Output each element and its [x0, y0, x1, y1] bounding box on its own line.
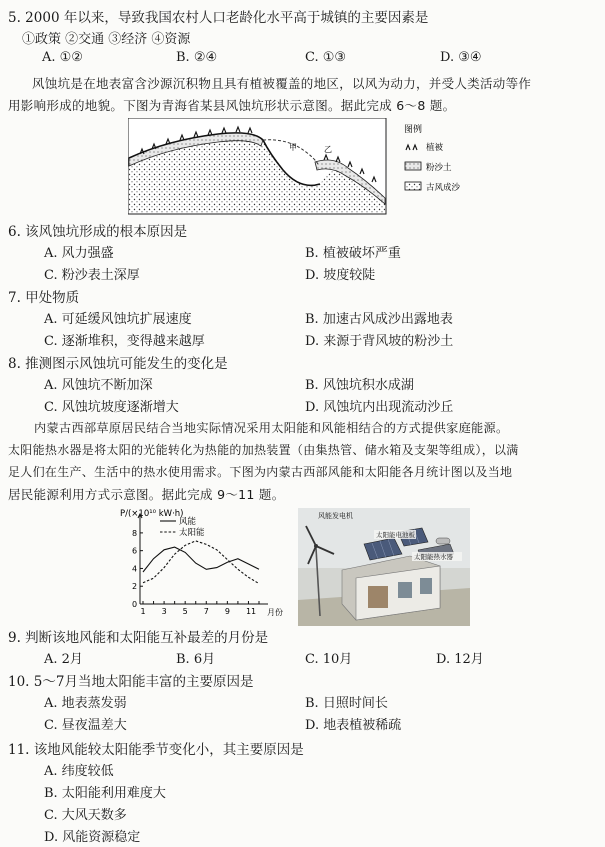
q11-option-b: B. 太阳能利用难度大: [44, 786, 166, 801]
chart-ylabel: P/(×10¹⁰ kW·h): [120, 509, 184, 519]
intro2-line3: 足人们在生产、生活中的热水使用需求。下图为内蒙古西部风能和太阳能各月统计图以及当地: [8, 465, 513, 479]
x-tick-label: 5: [182, 607, 188, 616]
q5-option-d: D. ③④: [440, 50, 482, 65]
series-line-1: [143, 547, 259, 572]
q10-option-c: C. 昼夜温差大: [44, 718, 127, 733]
q8-option-c: C. 风蚀坑坡度逐渐增大: [44, 400, 179, 415]
chart-ticks: [132, 529, 259, 616]
intro1-line2: 用影响形成的地貌。下图为青海省某县风蚀坑形状示意图。据此完成 6～8 题。: [8, 98, 456, 113]
y-tick-label: 4: [132, 564, 138, 574]
q7-option-a: A. 可延缓风蚀坑扩展速度: [44, 312, 192, 327]
intro1-line1: 风蚀坑是在地表富含沙源沉积物且具有植被覆盖的地区，以风为动力，并受人类活动等作: [32, 76, 532, 91]
legend-silt: 粉沙土: [426, 163, 452, 173]
label-solar-heater: 太阳能热水器: [414, 553, 453, 561]
energy-line-chart: [118, 506, 290, 624]
sand-legend-swatch: [405, 182, 421, 190]
q8-option-d: D. 风蚀坑内出现流动沙丘: [305, 400, 454, 415]
legend-label-2: 太阳能: [179, 528, 205, 538]
q6-option-a: A. 风力强盛: [44, 246, 114, 261]
y-tick-label: 0: [132, 600, 138, 609]
x-tick-label: 9: [224, 607, 230, 616]
series-line-2: [143, 541, 259, 584]
energy-illustration: [298, 508, 470, 626]
q10-option-a: A. 地表蒸发弱: [44, 696, 127, 711]
x-tick-label: 1: [140, 607, 146, 616]
q9-option-c: C. 10月: [305, 652, 353, 667]
x-tick-label: 11: [245, 607, 257, 616]
chart-series: [143, 541, 259, 584]
q6-option-c: C. 粉沙表土深厚: [44, 268, 140, 283]
y-tick-label: 6: [132, 546, 138, 556]
q8-stem: 8. 推测图示风蚀坑可能发生的变化是: [8, 356, 228, 372]
q10-option-b: B. 日照时间长: [305, 696, 388, 711]
x-tick-label: 3: [161, 607, 167, 616]
intro2-line1: 内蒙古西部草原居民结合当地实际情况采用太阳能和风能相结合的方式提供家庭能源。: [34, 421, 509, 435]
q11-stem: 11. 该地风能较太阳能季节变化小，其主要原因是: [8, 742, 304, 758]
q5-items: ①政策 ②交通 ③经济 ④资源: [22, 32, 191, 47]
q6-option-b: B. 植被破坏严重: [305, 246, 401, 261]
q9-option-d: D. 12月: [436, 652, 484, 667]
q9-stem: 9. 判断该地风能和太阳能互补最差的月份是: [8, 630, 269, 646]
annotation-jia: 甲: [289, 143, 297, 152]
q11-option-d: D. 风能资源稳定: [44, 830, 141, 845]
q6-option-d: D. 坡度较陡: [305, 268, 376, 283]
annotation-yi: 乙: [324, 145, 332, 154]
q7-option-d: D. 来源于背风坡的粉沙土: [305, 334, 454, 349]
q10-stem: 10. 5～7月当地太阳能丰富的主要原因是: [8, 674, 254, 690]
q7-option-c: C. 逐渐堆积，变得越来越厚: [44, 334, 205, 349]
q9-option-a: A. 2月: [44, 652, 83, 667]
q5-option-a: A. ①②: [42, 50, 83, 65]
legend-vegetation: 植被: [426, 143, 444, 153]
q5-option-c: C. ①③: [305, 50, 347, 65]
chart-legend: [160, 516, 205, 538]
vegetation-legend-icon: [406, 145, 417, 150]
intro2-line2: 太阳能热水器是将太阳的光能转化为热能的加热装置（由集热管、储水箱及支架等组成），以满: [8, 443, 519, 457]
q11-option-c: C. 大风天数多: [44, 808, 127, 823]
chart-xlabel: 月份: [267, 608, 283, 617]
erosion-pit-diagram: [128, 118, 474, 216]
label-wind-turbine: 风能发电机: [318, 512, 353, 520]
label-solar-panel: 太阳能电池板: [376, 531, 415, 539]
q6-stem: 6. 该风蚀坑形成的根本原因是: [8, 224, 188, 240]
q9-option-b: B. 6月: [176, 652, 216, 667]
q7-option-b: B. 加速古风成沙出露地表: [305, 312, 453, 327]
q10-option-d: D. 地表植被稀疏: [305, 718, 402, 733]
legend-title: 图例: [404, 125, 423, 135]
q7-stem: 7. 甲处物质: [8, 290, 80, 306]
y-tick-label: 2: [132, 582, 138, 592]
q8-option-b: B. 风蚀坑积水成湖: [305, 378, 414, 393]
q8-option-a: A. 风蚀坑不断加深: [44, 378, 153, 393]
x-tick-label: 7: [203, 607, 209, 616]
q5-stem: 5. 2000 年以来，导致我国农村人口老龄化水平高于城镇的主要因素是: [8, 10, 429, 26]
legend-label-1: 风能: [179, 517, 197, 527]
q11-option-a: A. 纬度较低: [44, 764, 114, 779]
legend-sand: 古风成沙: [426, 183, 461, 193]
intro2-line4: 居民能源利用方式示意图。据此完成 9～11 题。: [8, 487, 285, 502]
y-tick-label: 8: [132, 528, 138, 538]
silt-legend-swatch: [405, 162, 421, 170]
q5-option-b: B. ②④: [176, 50, 218, 65]
